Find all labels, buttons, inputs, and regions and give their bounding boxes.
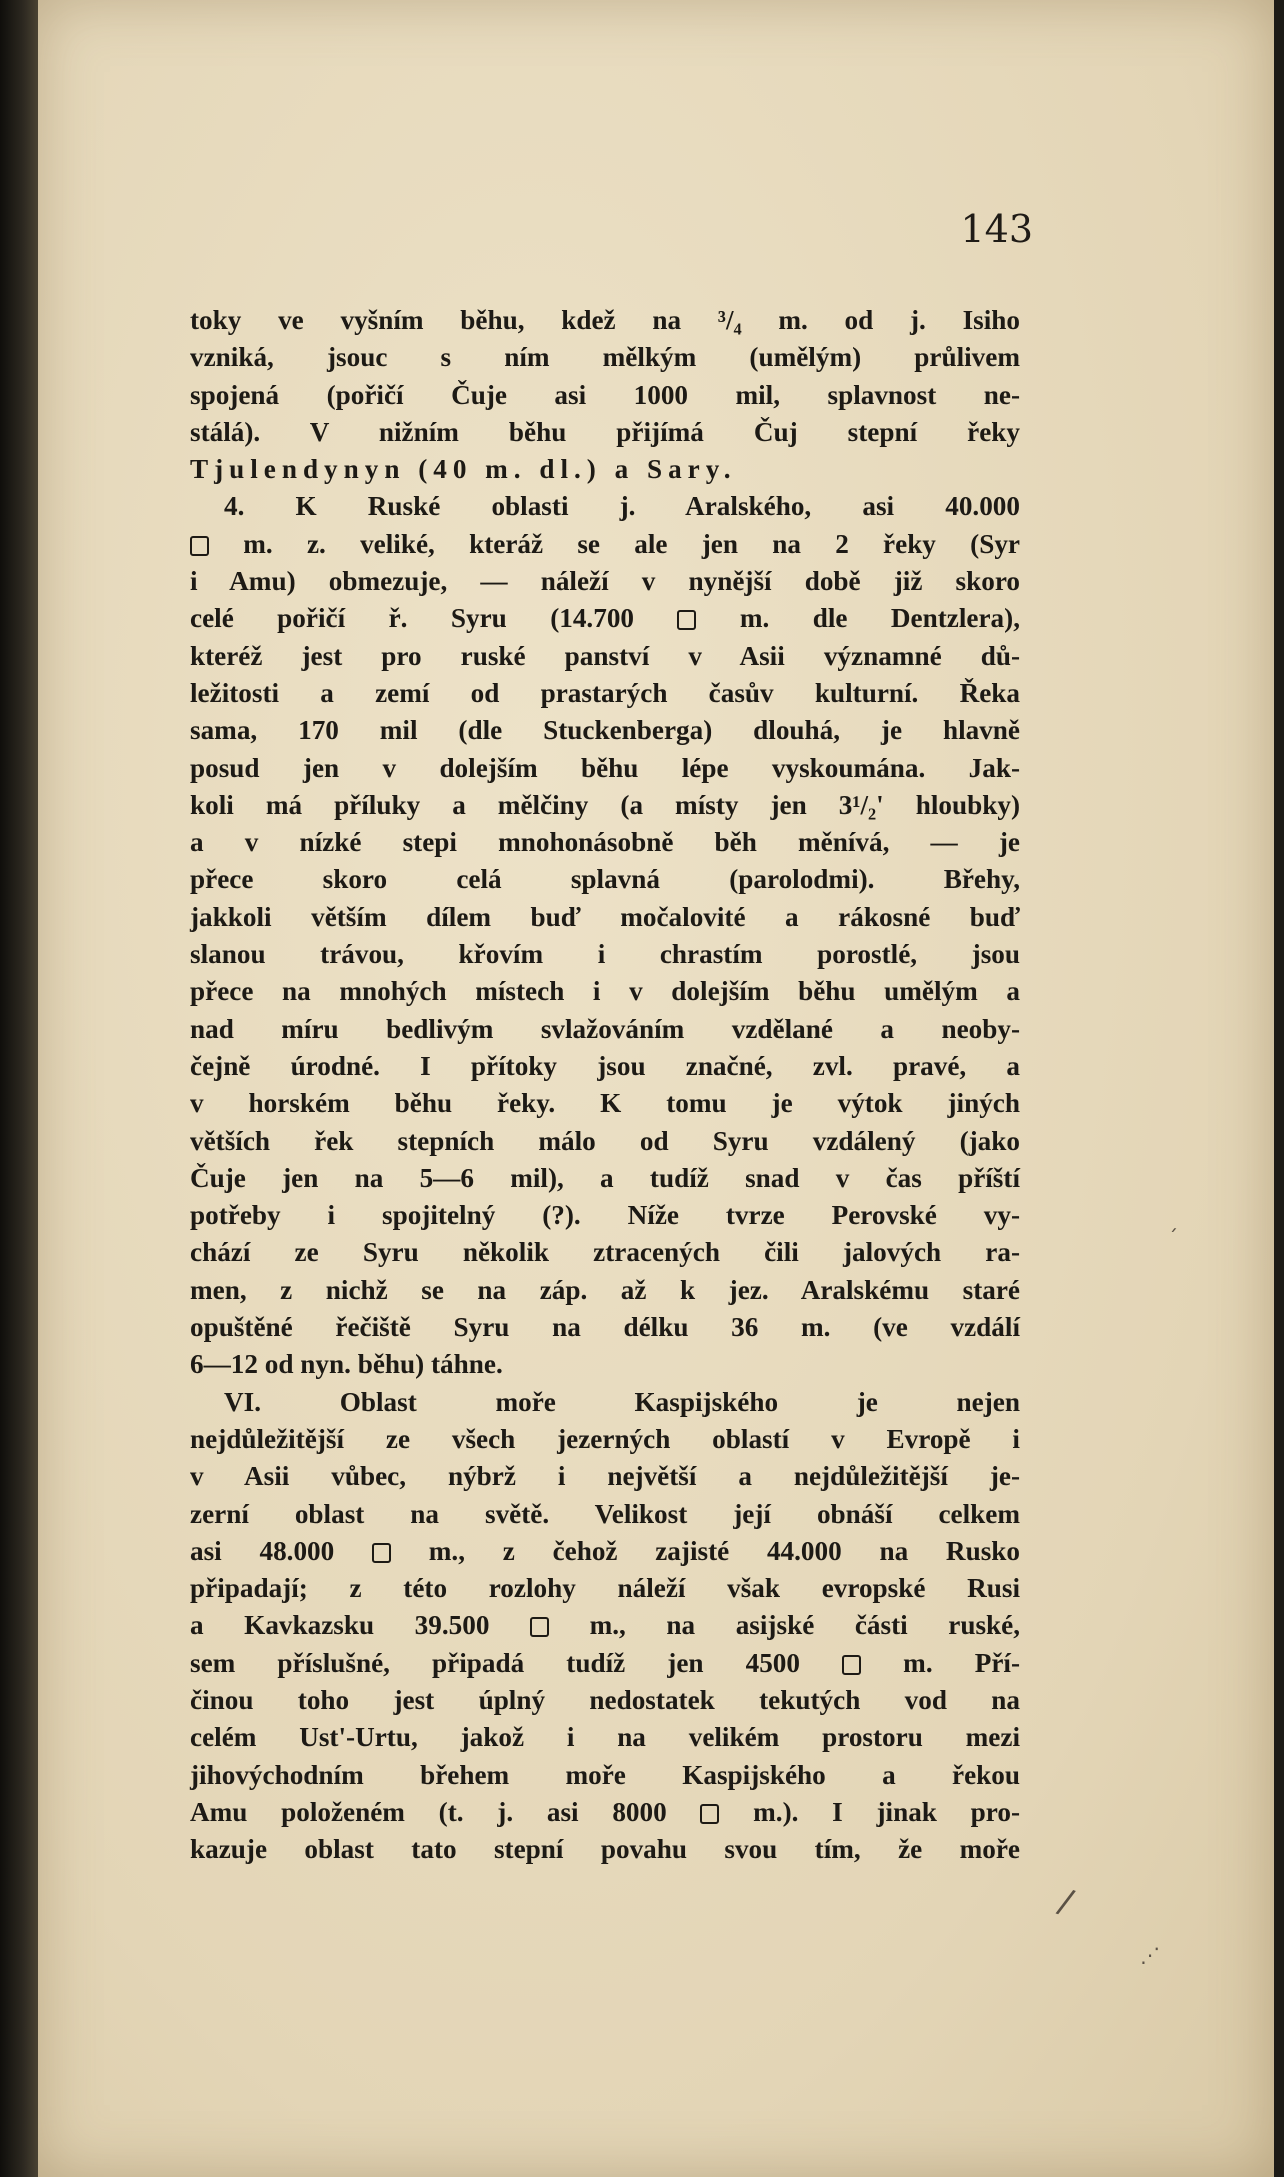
- pencil-mark-icon: /: [1053, 1881, 1078, 1923]
- text-line: stálá). V nižním běhu přijímá Čuj stepní řeky: [190, 416, 1020, 447]
- text-line: celé pořičí ř. Syru (14.700 m. dle Dentzlera),: [190, 603, 1021, 634]
- book-gutter: [0, 0, 38, 2177]
- text-line: nejdůležitější ze všech jezerných oblastí v Evropě i: [190, 1423, 1020, 1454]
- text-line: celém Ust'-Urtu, jakož i na velikém prostoru mezi: [190, 1722, 1020, 1753]
- square-mile-symbol-icon: [842, 1655, 861, 1675]
- text-line: sama, 170 mil (dle Stuckenberga) dlouhá, je hlavně: [190, 715, 1020, 746]
- text-line: činou toho jest úplný nedostatek tekutých vod na: [190, 1684, 1020, 1715]
- text-line: jakkoli větším dílem buď močalovité a rákosné buď: [190, 901, 1020, 932]
- text-line: opuštěné řečiště Syru na délku 36 m. (ve vzdálí: [190, 1312, 1020, 1343]
- square-mile-symbol-icon: [372, 1543, 391, 1563]
- text-line: toky ve vyšním běhu, kdež na ³/₄ m. od j. Isiho: [190, 305, 1020, 335]
- square-mile-symbol-icon: [700, 1804, 719, 1824]
- text-line: ležitosti a zemí od prastarých časův kulturní. Řeka: [190, 677, 1020, 708]
- page-number: 143: [960, 207, 1033, 251]
- text-line: připadají; z této rozlohy náleží však evropské Rusi: [190, 1573, 1020, 1604]
- square-mile-symbol-icon: [677, 610, 696, 630]
- pencil-mark-icon: ˏ: [1168, 1208, 1178, 1232]
- text-line: a Kavkazsku 39.500 m., na asijské části ruské,: [190, 1610, 1021, 1641]
- text-line: čejně úrodné. I přítoky jsou značné, zvl. pravé, a: [190, 1050, 1020, 1081]
- text-line: potřeby i spojitelný (?). Níže tvrze Perovské vy-: [190, 1200, 1020, 1231]
- text-line: a v nízké stepi mnohonásobně běh měnívá, — je: [190, 827, 1020, 858]
- text-line: 6—12 od nyn. běhu) táhne.: [190, 1349, 503, 1380]
- text-line: i Amu) obmezuje, — náleží v nynější době již skoro: [190, 566, 1020, 597]
- text-line: 4. K Ruské oblasti j. Aralského, asi 40.000: [224, 491, 1020, 522]
- text-line: Tjulendynyn (40 m. dl.) a Sary.: [190, 454, 737, 485]
- text-line: jihovýchodním břehem moře Kaspijského a řekou: [190, 1759, 1020, 1790]
- text-line: větších řek stepních málo od Syru vzdálený (jako: [190, 1125, 1020, 1156]
- text-line: v Asii vůbec, nýbrž i největší a nejdůležitější je-: [190, 1461, 1020, 1492]
- text-line: slanou trávou, křovím i chrastím porostlé, jsou: [190, 939, 1020, 970]
- text-line: sem příslušné, připadá tudíž jen 4500 m. Pří-: [190, 1647, 1020, 1678]
- text-line: Čuje jen na 5—6 mil), a tudíž snad v čas příští: [190, 1162, 1020, 1193]
- text-line: koli má příluky a mělčiny (a místy jen 3¹/₂' hloubky): [190, 789, 1020, 820]
- text-line: Amu položeném (t. j. asi 8000 m.). I jinak pro-: [190, 1796, 1020, 1827]
- text-line: posud jen v dolejším běhu lépe vyskoumána. Jak-: [190, 752, 1020, 783]
- text-line: v horském běhu řeky. K tomu je výtok jiných: [190, 1088, 1020, 1119]
- body-text: [190, 302, 1020, 1868]
- section-heading-line: VI. Oblast moře Kaspijského je nejen: [224, 1386, 1020, 1417]
- text-line: m. z. veliké, kteráž se ale jen na 2 řeky (Syr: [190, 526, 1020, 563]
- pencil-mark-icon: ⋰: [1140, 1943, 1160, 1967]
- text-line: přece skoro celá splavná (parolodmi). Břehy,: [190, 864, 1020, 895]
- text-line: men, z nichž se na záp. až k jez. Aralskému staré: [190, 1274, 1020, 1305]
- square-mile-symbol-icon: [190, 536, 209, 556]
- square-mile-symbol-icon: [530, 1617, 549, 1637]
- text-line: spojená (pořičí Čuje asi 1000 mil, splavnost ne-: [190, 379, 1020, 410]
- text-line: kazuje oblast tato stepní povahu svou tím, že moře: [190, 1834, 1020, 1865]
- text-line: chází ze Syru několik ztracených čili jalových ra-: [190, 1237, 1020, 1268]
- text-line: vzniká, jsouc s ním mělkým (umělým) průlivem: [190, 342, 1020, 373]
- text-line: zerní oblast na světě. Velikost její obnáší celkem: [190, 1498, 1020, 1529]
- text-line: přece na mnohých místech i v dolejším běhu umělým a: [190, 976, 1020, 1007]
- text-line: kteréž jest pro ruské panství v Asii významné dů-: [190, 640, 1020, 671]
- text-line: asi 48.000 m., z čehož zajisté 44.000 na Rusko: [190, 1535, 1020, 1566]
- text-line: nad míru bedlivým svlažováním vzdělané a neoby-: [190, 1013, 1020, 1044]
